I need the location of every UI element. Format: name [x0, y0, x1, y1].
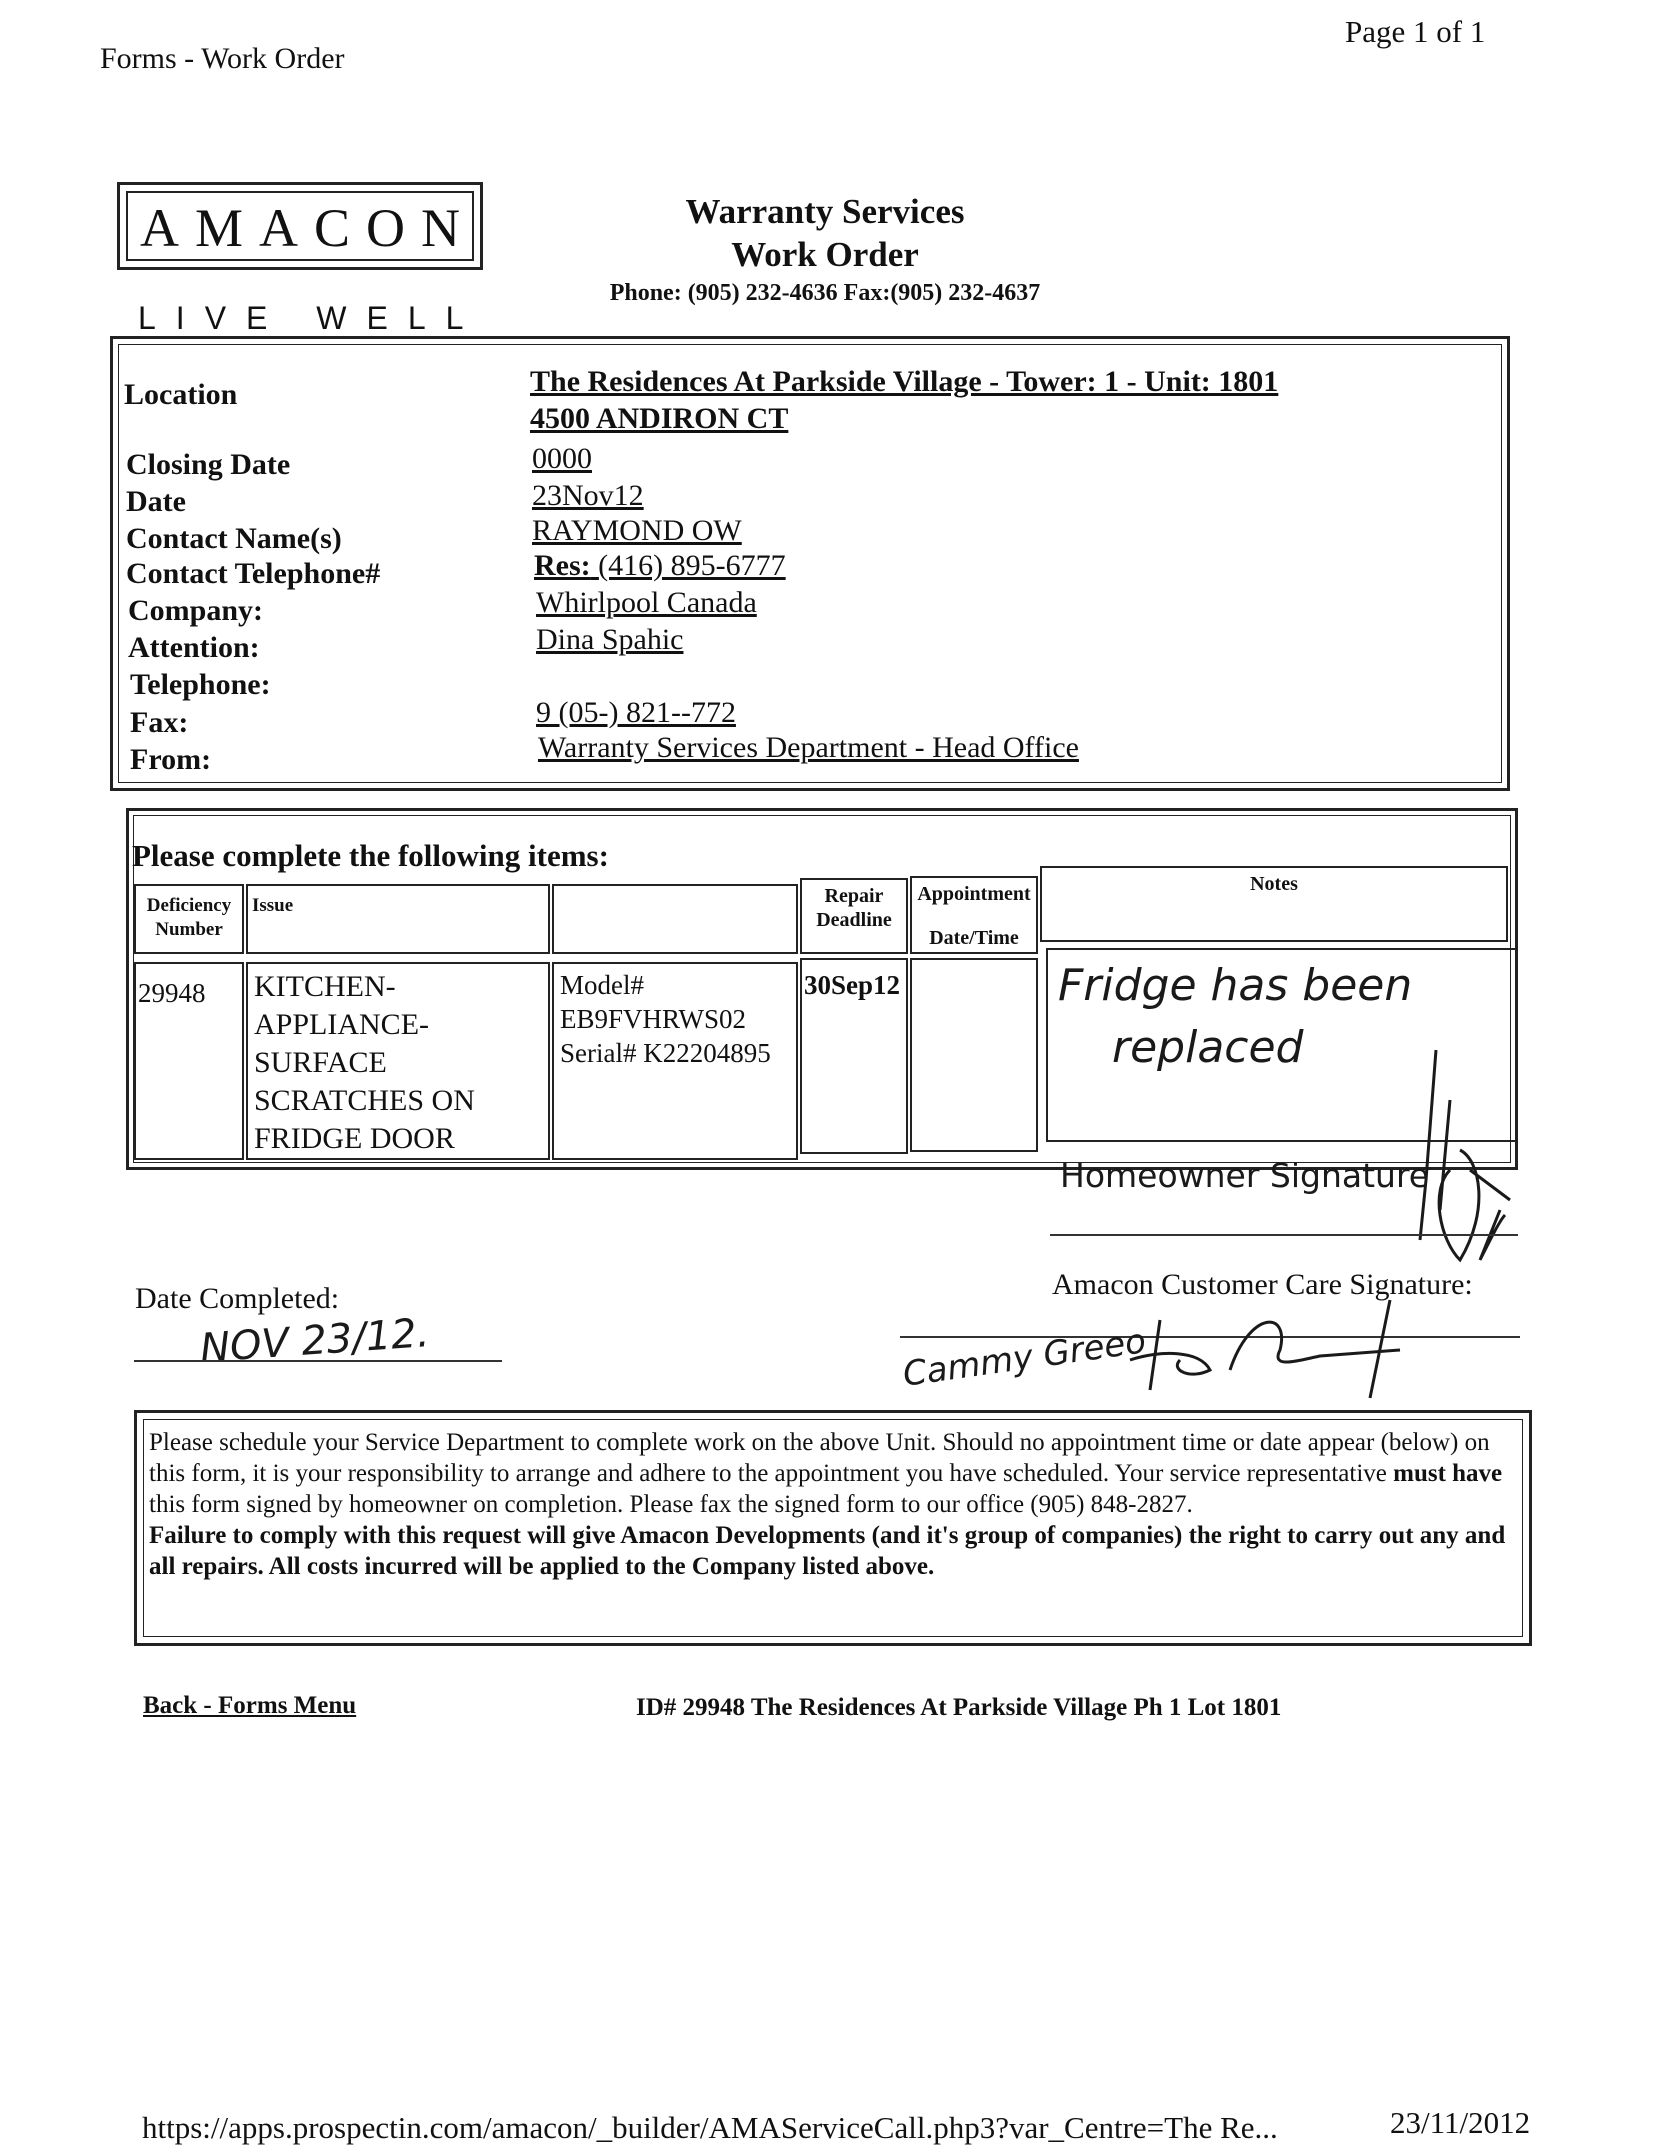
items-heading: Please complete the following items:: [132, 838, 609, 873]
label-date: Date: [126, 485, 186, 518]
value-company: Whirlpool Canada: [536, 586, 757, 619]
instructions-line1: Please schedule your Service Department to complete work on the above Unit. Should no appointment time or date appear (below) on this form, it is your responsibility to arrange and adhere to the appointment you have scheduled. Your service representative: [149, 1429, 1490, 1487]
customer-care-signature-label: Amacon Customer Care Signature:: [1052, 1268, 1473, 1301]
value-location-line1: The Residences At Parkside Village - Tower: 1 - Unit: 1801: [530, 365, 1279, 398]
value-contact-names: RAYMOND OW: [532, 514, 742, 547]
date-completed-handwritten: NOV 23/12.: [198, 1310, 431, 1372]
col-header-appointment: [910, 876, 1038, 954]
value-attention: Dina Spahic: [536, 623, 684, 656]
issue-line: FRIDGE DOOR: [254, 1122, 455, 1155]
label-company: Company:: [128, 594, 264, 627]
instructions-must-have: must have: [1393, 1460, 1503, 1487]
form-title-line1: Warranty Services: [685, 192, 965, 231]
col-appointment-bottom: Date/Time: [929, 927, 1019, 949]
label-fax: Fax:: [130, 706, 189, 739]
label-contact-telephone: Contact Telephone#: [126, 557, 381, 590]
footer-url: https://apps.prospectin.com/amacon/_builder/AMAServiceCall.php3?var_Centre=The Re...: [142, 2110, 1278, 2145]
logo-tagline: LIVE WELL: [138, 300, 484, 336]
value-location-line2: 4500 ANDIRON CT: [530, 402, 789, 435]
col-appointment-top: Appointment: [917, 883, 1031, 905]
value-res-prefix: Res:: [534, 549, 591, 582]
logo-name: AMACON: [139, 198, 477, 258]
footer-print-date: 23/11/2012: [1390, 2105, 1531, 2140]
contact-phone-fax: Phone: (905) 232-4636 Fax:(905) 232-4637: [609, 280, 1041, 306]
instructions-box: [134, 1410, 1532, 1646]
homeowner-signature-label: Homeowner Signature: [1060, 1156, 1430, 1195]
issue-line: SCRATCHES ON: [254, 1084, 475, 1117]
customer-care-name-handwritten: Cammy Greeo: [900, 1321, 1149, 1395]
cell-deficiency-number: [134, 962, 244, 1160]
label-from: From:: [130, 743, 212, 776]
col-header-notes: [1040, 866, 1508, 942]
cell-repair-deadline: [800, 958, 908, 1154]
form-title-line2: Work Order: [731, 235, 919, 274]
notes-handwritten-line2: replaced: [1112, 1022, 1304, 1073]
label-location: Location: [124, 378, 238, 411]
date-completed-label: Date Completed:: [135, 1282, 340, 1315]
deficiency-number: 29948: [138, 978, 206, 1008]
header-title: Forms - Work Order: [100, 42, 345, 75]
label-telephone: Telephone:: [130, 668, 271, 701]
page-number: Page 1 of 1: [1345, 14, 1486, 49]
instructions-text: [149, 1427, 1511, 1582]
value-from: Warranty Services Department - Head Office: [538, 731, 1079, 764]
serial-number: Serial# K22204895: [560, 1038, 771, 1068]
col-notes-label: Notes: [1250, 873, 1298, 895]
homeowner-signature-line: [1050, 1234, 1518, 1236]
issue-line: APPLIANCE-: [254, 1008, 430, 1041]
back-forms-menu-link[interactable]: Back - Forms Menu: [143, 1692, 357, 1719]
issue-line: KITCHEN-: [254, 970, 396, 1003]
date-completed-line: [134, 1360, 502, 1362]
instructions-line1-end: this form signed by homeowner on completion. Please fax the signed form to our office (905) 848-2827.: [149, 1491, 1193, 1518]
col-header-details: [552, 884, 798, 954]
cell-model-serial: [552, 962, 798, 1160]
value-date: 23Nov12: [532, 479, 644, 512]
issue-line: SURFACE: [254, 1046, 387, 1079]
value-contact-telephone: [534, 549, 786, 583]
label-closing-date: Closing Date: [126, 448, 291, 481]
cell-issue: [246, 962, 550, 1160]
col-deficiency-label: Deficiency Number: [146, 895, 232, 940]
value-closing-date: 0000: [532, 442, 592, 475]
col-deadline-label: Repair Deadline: [816, 885, 892, 931]
customer-care-signature-scribble: [1120, 1290, 1420, 1400]
value-res-number: (416) 895-6777: [598, 549, 786, 582]
record-id-line: ID# 29948 The Residences At Parkside Village Ph 1 Lot 1801: [636, 1694, 1282, 1721]
col-header-issue: [246, 884, 550, 954]
col-header-deficiency: [134, 884, 244, 954]
model-label: Model#: [560, 970, 644, 1000]
amacon-logo: [117, 182, 483, 270]
label-contact-names: Contact Name(s): [126, 522, 342, 555]
col-issue-label: Issue: [252, 895, 294, 916]
cell-appointment: [910, 958, 1038, 1152]
label-attention: Attention:: [128, 631, 260, 664]
value-fax: 9 (05-) 821--772: [536, 696, 736, 729]
instructions-warning: Failure to comply with this request will give Amacon Developments (and it's group of companies) the right to carry out any and all repairs. All costs incurred will be applied to the Company listed above.: [149, 1522, 1506, 1580]
notes-handwritten-line1: Fridge has been: [1058, 960, 1413, 1011]
repair-deadline: 30Sep12: [804, 970, 901, 1000]
col-header-deadline: [800, 878, 908, 954]
model-number: EB9FVHRWS02: [560, 1004, 747, 1034]
